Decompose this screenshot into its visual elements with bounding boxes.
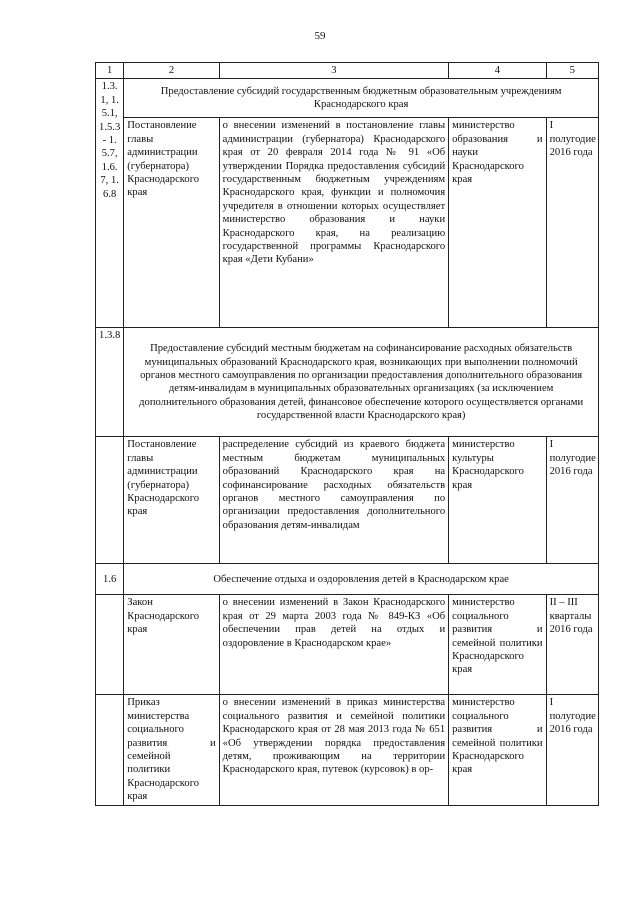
responsible-body: министерство образования и науки Краснодарского края	[449, 118, 546, 328]
document-type: Закон Краснодарского края	[124, 595, 219, 695]
header-col-1: 1	[96, 63, 124, 79]
section-title: Предоставление субсидий местным бюджетам на софинансирование расходных обязательств муниципальных образований Краснодарского края, возникающих при выполнении полномочий органов местного самоуправления по организации предоставления дополнительного образования детям-инвалидам в муниципальных образовательных организациях (за исключением дополнительного образования детей, финансовое обеспечение которого осуществляется органами государственной власти Краснодарского края)	[124, 328, 599, 437]
deadline: I полугодие 2016 года	[546, 695, 598, 805]
empty-cell	[96, 595, 124, 695]
document-content: о внесении изменений в приказ министерства социального развития и семейной политики Краснодарского края от 28 мая 2013 года № 651 «Об утверждении порядка предоставления детям, проживающим на территории Краснодарского края, путевок (курсовок) в ор-	[219, 695, 448, 805]
program-table	[95, 62, 599, 806]
document-content: о внесении изменений в Закон Краснодарского края от 29 марта 2003 года № 849-КЗ «Об обеспечении прав детей на отдых и оздоровление в Краснодарском крае»	[219, 595, 448, 695]
deadline: II – III кварталы 2016 года	[546, 595, 598, 695]
responsible-body: министерство социального развития и семейной политики Краснодарского края	[449, 595, 546, 695]
empty-cell	[96, 437, 124, 564]
document-content: о внесении изменений в постановление главы администрации (губернатора) Краснодарского края от 20 февраля 2014 года № 91 «Об утверждении Порядка предоставления субсидий государственным бюджетным учреждениям Краснодарского края, функции и полномочия учредителя в отношении которых осуществляет министерство образования и науки Краснодарского края, на реализацию государственной программы Краснодарского края «Дети Кубани»	[219, 118, 448, 328]
page-number: 59	[314, 30, 326, 42]
section-row	[96, 328, 599, 437]
document-type: Приказ министерства социального развития и семейной политики Краснодарского края	[124, 695, 219, 805]
document-type: Постановление главы администрации (губернатора) Краснодарского края	[124, 437, 219, 564]
section-title: Предоставление субсидий государственным бюджетным образовательным учреждениям Краснодарского края	[124, 79, 599, 118]
table-row	[96, 118, 599, 328]
deadline: I полугодие 2016 года	[546, 437, 598, 564]
section-code: 1.3.1, 1.5.1, 1.5.3- 1.5.7, 1.6.7, 1.6.8	[96, 79, 124, 328]
header-col-3: 3	[219, 63, 448, 79]
document-type: Постановление главы администрации (губернатора) Краснодарского края	[124, 118, 219, 328]
section-code: 1.6	[96, 564, 124, 595]
responsible-body: министерство социального развития и семейной политики Краснодарского края	[449, 695, 546, 805]
section-code: 1.3.8	[96, 328, 124, 437]
table-row	[96, 695, 599, 805]
table-row	[96, 437, 599, 564]
table-row	[96, 595, 599, 695]
header-col-5: 5	[546, 63, 598, 79]
section-row	[96, 564, 599, 595]
empty-cell	[96, 695, 124, 805]
responsible-body: министерство культуры Краснодарского края	[449, 437, 546, 564]
header-col-2: 2	[124, 63, 219, 79]
header-row	[96, 63, 599, 79]
section-row	[96, 79, 599, 118]
deadline: I полугодие 2016 года	[546, 118, 598, 328]
section-title: Обеспечение отдыха и оздоровления детей в Краснодарском крае	[124, 564, 599, 595]
document-content: распределение субсидий из краевого бюджета местным бюджетам муниципальных образований Краснодарского края на софинансирование расходных обязательств органов местного самоуправления по организации предоставления дополнительного образования детям-инвалидам	[219, 437, 448, 564]
header-col-4: 4	[449, 63, 546, 79]
